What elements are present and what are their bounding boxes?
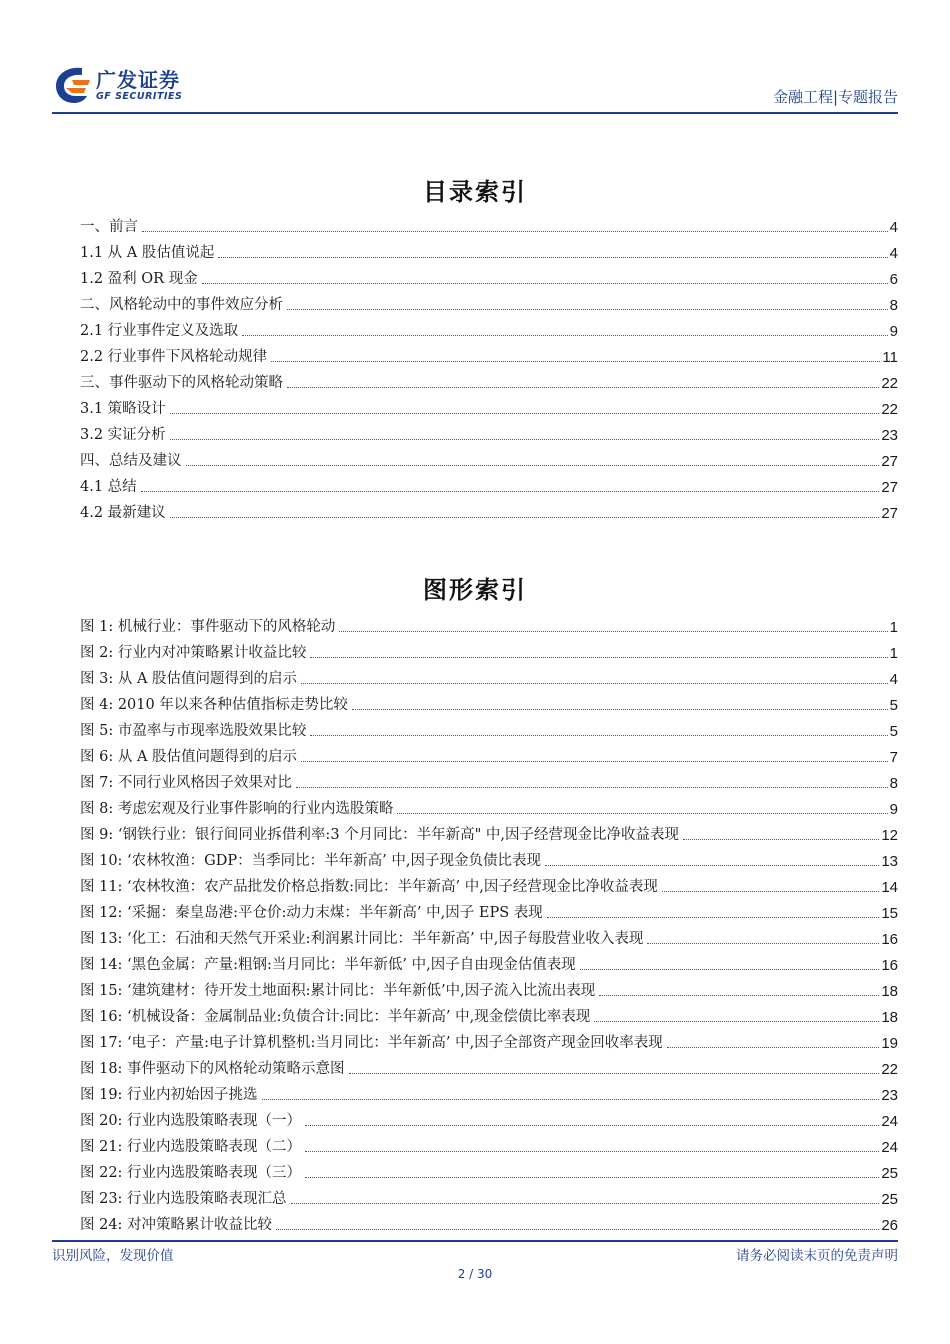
figure-entry-page: 15 [881, 905, 898, 922]
toc-entry[interactable] [80, 288, 898, 314]
figure-entry[interactable] [80, 1182, 898, 1208]
dot-leader [142, 231, 888, 232]
toc-entry-label: 四、总结及建议 [80, 453, 182, 469]
figure-entry-page: 7 [889, 749, 898, 766]
figure-entry-label: 图 8: 考虑宏观及行业事件影响的行业内选股策略 [80, 801, 394, 817]
figure-entry[interactable] [80, 636, 898, 662]
dot-leader [291, 1203, 880, 1204]
dot-leader [305, 1125, 879, 1126]
figure-entry[interactable] [80, 766, 898, 792]
toc-entry[interactable] [80, 236, 898, 262]
toc-entry-page: 11 [882, 349, 898, 366]
figure-entry[interactable] [80, 948, 898, 974]
dot-leader [599, 995, 879, 996]
gf-logo-mark-icon [52, 64, 92, 106]
figure-entry[interactable] [80, 818, 898, 844]
figure-entry-label: 图 6: 从 A 股估值问题得到的启示 [80, 749, 298, 765]
figure-index-list [80, 610, 898, 1234]
toc-entry-page: 22 [881, 401, 898, 418]
toc-entry[interactable] [80, 392, 898, 418]
dot-leader [271, 361, 880, 362]
figure-entry-label: 图 7: 不同行业风格因子效果对比 [80, 775, 292, 791]
dot-leader [170, 517, 880, 518]
toc-entry-page: 27 [881, 479, 898, 496]
toc-entry-page: 27 [881, 453, 898, 470]
dot-leader [202, 283, 888, 284]
figure-entry[interactable] [80, 870, 898, 896]
toc-entry-page: 4 [889, 245, 898, 262]
figure-entry-label: 图 15: ‘建筑建材：待开发土地面积:累计同比：半年新低’中,因子流入比流出表现 [80, 983, 596, 999]
figure-entry-page: 5 [889, 697, 898, 714]
dot-leader [310, 657, 887, 658]
toc-title: 目录索引 [423, 178, 527, 206]
report-category: 金融工程|专题报告 [772, 88, 898, 106]
figure-entry-label: 图 17: ‘电子：产量:电子计算机整机:当月同比：半年新高’ 中,因子全部资产现金回收率表现 [80, 1035, 663, 1051]
figure-entry-page: 16 [881, 931, 898, 948]
figure-entry-page: 24 [881, 1139, 898, 1156]
figure-entry-label: 图 18: 事件驱动下的风格轮动策略示意图 [80, 1061, 345, 1077]
toc-entry[interactable] [80, 262, 898, 288]
toc-entry-label: 1.1 从 A 股估值说起 [80, 245, 215, 261]
toc-entry-page: 6 [889, 271, 898, 288]
figure-entry-label: 图 2: 行业内对冲策略累计收益比较 [80, 645, 307, 661]
footer-disclaimer: 请务必阅读末页的免责声明 [736, 1248, 898, 1264]
header-divider [52, 112, 898, 114]
toc-entry-page: 9 [889, 323, 898, 340]
figure-entry-page: 8 [889, 775, 898, 792]
dot-leader [647, 943, 879, 944]
figure-entry-label: 图 4: 2010 年以来各种估值指标走势比较 [80, 697, 348, 713]
toc-entry-label: 一、前言 [80, 219, 138, 235]
figure-entry-label: 图 19: 行业内初始因子挑选 [80, 1087, 258, 1103]
dot-leader [352, 709, 888, 710]
figure-entry-label: 图 20: 行业内选股策略表现（一） [80, 1113, 302, 1129]
figure-entry[interactable] [80, 974, 898, 1000]
dot-leader [301, 761, 888, 762]
dot-leader [683, 839, 879, 840]
toc-entry[interactable] [80, 366, 898, 392]
dot-leader [545, 865, 879, 866]
figure-entry-label: 图 9: ‘钢铁行业：银行间同业拆借利率:3 个月同比：半年新高" 中,因子经营现金比净收益表现 [80, 827, 680, 843]
figure-entry-label: 图 1: 机械行业：事件驱动下的风格轮动 [80, 619, 336, 635]
dot-leader [547, 917, 880, 918]
dot-leader [186, 465, 880, 466]
toc-entry-page: 8 [889, 297, 898, 314]
figure-entry[interactable] [80, 688, 898, 714]
figure-entry-label: 图 11: ‘农林牧渔：农产品批发价格总指数:同比：半年新高’ 中,因子经营现金比净收益表现 [80, 879, 658, 895]
figure-entry[interactable] [80, 1078, 898, 1104]
dot-leader [349, 1073, 880, 1074]
figure-entry-page: 13 [881, 853, 898, 870]
page-header [0, 0, 950, 120]
toc-entry[interactable] [80, 314, 898, 340]
toc-entry[interactable] [80, 444, 898, 470]
toc-entry-label: 2.1 行业事件定义及选取 [80, 323, 239, 339]
dot-leader [305, 1151, 879, 1152]
toc-entry-label: 三、事件驱动下的风格轮动策略 [80, 375, 283, 391]
figure-entry-page: 5 [889, 723, 898, 740]
dot-leader [262, 1099, 880, 1100]
dot-leader [170, 413, 880, 414]
dot-leader [305, 1177, 879, 1178]
figure-entry[interactable] [80, 922, 898, 948]
figure-entry-label: 图 24: 对冲策略累计收益比较 [80, 1217, 273, 1233]
figure-entry[interactable] [80, 792, 898, 818]
toc-entry-page: 4 [889, 219, 898, 236]
figure-entry[interactable] [80, 610, 898, 636]
toc-entry-label: 二、风格轮动中的事件效应分析 [80, 297, 283, 313]
figure-entry-page: 19 [881, 1035, 898, 1052]
figure-entry-page: 18 [881, 983, 898, 1000]
figure-entry[interactable] [80, 740, 898, 766]
dot-leader [287, 309, 888, 310]
figure-entry[interactable] [80, 1156, 898, 1182]
dot-leader [276, 1229, 879, 1230]
toc-entry-label: 3.2 实证分析 [80, 427, 166, 443]
figure-entry-label: 图 14: ‘黑色金属：产量:粗钢:当月同比：半年新低’ 中,因子自由现金估值表现 [80, 957, 576, 973]
figure-entry-page: 1 [889, 619, 898, 636]
figure-entry[interactable] [80, 1052, 898, 1078]
figure-entry-page: 18 [881, 1009, 898, 1026]
logo-english-text: GF SECURITIES [96, 91, 183, 102]
dot-leader [296, 787, 888, 788]
figure-entry-page: 9 [889, 801, 898, 818]
toc-entry[interactable] [80, 470, 898, 496]
dot-leader [662, 891, 879, 892]
figure-entry-label: 图 3: 从 A 股估值问题得到的启示 [80, 671, 298, 687]
figure-entry-label: 图 12: ‘采掘：秦皇岛港:平仓价:动力末煤：半年新高’ 中,因子 EPS 表现 [80, 905, 543, 921]
figure-entry-page: 12 [881, 827, 898, 844]
toc-entry-label: 3.1 策略设计 [80, 401, 166, 417]
figure-entry-page: 23 [881, 1087, 898, 1104]
figure-entry-page: 25 [881, 1191, 898, 1208]
figure-entry[interactable] [80, 714, 898, 740]
dot-leader [301, 683, 888, 684]
toc-entry[interactable] [80, 496, 898, 522]
gf-logo [52, 64, 202, 108]
toc-entry-page: 22 [881, 375, 898, 392]
dot-leader [397, 813, 887, 814]
dot-leader [339, 631, 887, 632]
figure-entry-page: 14 [881, 879, 898, 896]
footer-slogan: 识别风险，发现价值 [52, 1248, 174, 1264]
figure-entry-label: 图 22: 行业内选股策略表现（三） [80, 1165, 302, 1181]
dot-leader [141, 491, 880, 492]
dot-leader [310, 735, 887, 736]
page-number: 2 / 30 [457, 1267, 493, 1281]
toc-list [80, 210, 898, 522]
figure-entry-page: 24 [881, 1113, 898, 1130]
figure-entry[interactable] [80, 1026, 898, 1052]
figure-entry[interactable] [80, 1208, 898, 1234]
figure-entry[interactable] [80, 662, 898, 688]
logo-chinese-text: 广发证券 [96, 68, 180, 92]
toc-entry[interactable] [80, 418, 898, 444]
figure-entry-page: 1 [889, 645, 898, 662]
toc-entry-page: 23 [881, 427, 898, 444]
figure-entry-label: 图 5: 市盈率与市现率选股效果比较 [80, 723, 307, 739]
toc-entry-label: 1.2 盈利 OR 现金 [80, 271, 198, 287]
figure-entry-page: 25 [881, 1165, 898, 1182]
figure-entry-label: 图 23: 行业内选股策略表现汇总 [80, 1191, 287, 1207]
dot-leader [242, 335, 887, 336]
dot-leader [170, 439, 880, 440]
figure-entry[interactable] [80, 844, 898, 870]
figure-entry-label: 图 10: ‘农林牧渔：GDP：当季同比：半年新高’ 中,因子现金负债比表现 [80, 853, 541, 869]
figure-entry[interactable] [80, 896, 898, 922]
dot-leader [594, 1021, 879, 1022]
figure-entry[interactable] [80, 1000, 898, 1026]
dot-leader [218, 257, 887, 258]
dot-leader [667, 1047, 880, 1048]
figure-entry-page: 16 [881, 957, 898, 974]
footer-divider [52, 1240, 898, 1242]
toc-entry[interactable] [80, 340, 898, 366]
toc-entry-label: 4.2 最新建议 [80, 505, 166, 521]
toc-entry-page: 27 [881, 505, 898, 522]
dot-leader [287, 387, 879, 388]
toc-entry-label: 4.1 总结 [80, 479, 137, 495]
figure-entry[interactable] [80, 1104, 898, 1130]
dot-leader [580, 969, 880, 970]
figure-entry-label: 图 21: 行业内选股策略表现（二） [80, 1139, 302, 1155]
toc-entry-label: 2.2 行业事件下风格轮动规律 [80, 349, 268, 365]
figure-entry[interactable] [80, 1130, 898, 1156]
toc-entry[interactable] [80, 210, 898, 236]
figure-entry-page: 26 [881, 1217, 898, 1234]
figure-index-title: 图形索引 [423, 576, 527, 604]
figure-entry-label: 图 13: ‘化工：石油和天然气开采业:利润累计同比：半年新高’ 中,因子每股营业收入表现 [80, 931, 644, 947]
figure-entry-page: 22 [881, 1061, 898, 1078]
figure-entry-page: 4 [889, 671, 898, 688]
figure-entry-label: 图 16: ‘机械设备：金属制品业:负债合计:同比：半年新高’ 中,现金偿债比率表现 [80, 1009, 591, 1025]
